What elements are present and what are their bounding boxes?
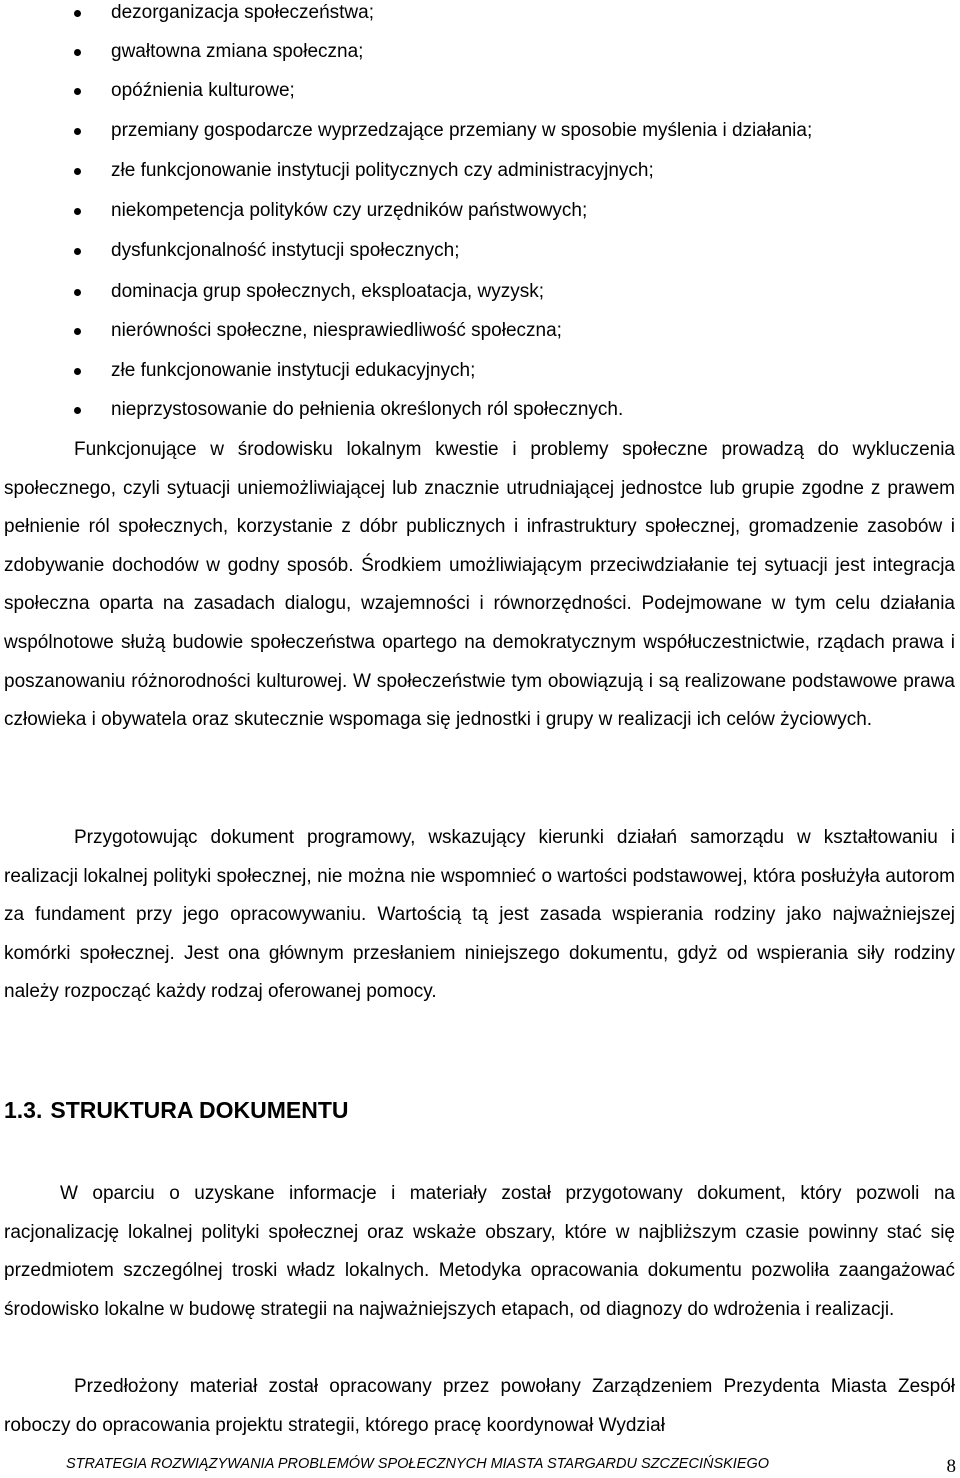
list-item-text: złe funkcjonowanie instytucji politycznych czy administracyjnych; — [111, 160, 654, 181]
list-item — [0, 359, 960, 399]
bullet-icon — [74, 49, 81, 56]
bullet-icon — [74, 88, 81, 95]
list-item-text: dysfunkcjonalność instytucji społecznych; — [111, 240, 460, 261]
bullet-icon — [74, 328, 81, 335]
list-item — [0, 1, 960, 41]
list-item — [0, 159, 960, 199]
bullet-icon — [74, 289, 81, 296]
list-item — [0, 280, 960, 320]
list-item — [0, 40, 960, 80]
bullet-icon — [74, 248, 81, 255]
page-footer — [66, 1453, 956, 1475]
list-item — [0, 319, 960, 359]
list-item-text: opóźnienia kulturowe; — [111, 80, 295, 101]
list-item-text: niekompetencja polityków czy urzędników państwowych; — [111, 200, 588, 221]
section-title: STRUKTURA DOKUMENTU — [50, 1097, 349, 1123]
list-item-text: dezorganizacja społeczeństwa; — [111, 2, 374, 23]
list-item-text: gwałtowna zmiana społeczna; — [111, 41, 364, 62]
list-item-text: dominacja grup społecznych, eksploatacja, wyzysk; — [111, 281, 544, 302]
bullet-icon — [74, 368, 81, 375]
list-item-text: nierówności społeczne, niesprawiedliwość społeczna; — [111, 320, 562, 341]
section-number: 1.3. — [4, 1097, 43, 1123]
list-item-text: przemiany gospodarcze wyprzedzające przemiany w sposobie myślenia i działania; — [111, 120, 813, 141]
list-item — [0, 79, 960, 119]
body-paragraph: W oparciu o uzyskane informacje i materiały został przygotowany dokument, który pozwoli na racjonalizację lokalnej polityki społecznej oraz wskaże obszary, które w najbliższym czasie powinny stać się przedmiotem szczególnej troski władz lokalnych. Metodyka opracowania dokumentu pozwoliła zaangażować środowisko lokalne w budowę strategii na najważniejszych etapach, od diagnozy do wdrożenia i realizacji. — [4, 1183, 955, 1320]
footer-title: STRATEGIA ROZWIĄZYWANIA PROBLEMÓW SPOŁECZNYCH MIASTA STARGARDU SZCZECIŃSKIEGO — [66, 1456, 770, 1472]
body-paragraph: Funkcjonujące w środowisku lokalnym kwestie i problemy społeczne prowadzą do wykluczenia społecznego, czyli sytuacji uniemożliwiającej lub znacznie utrudniającej jednostce lub grupie zgodne z prawem pełnienie ról społecznych, korzystanie z dóbr publicznych i infrastruktury społecznej, gromadzenie zasobów i zdobywanie dochodów w godny sposób. Środkiem umożliwiającym przeciwdziałanie tej sytuacji jest integracja społeczna oparta na zasadach dialogu, wzajemności i równorzędności. Podejmowane w tym celu działania wspólnotowe służą budowie społeczeństwa opartego na demokratycznym współuczestnictwie, rządach prawa i poszanowaniu różnorodności kulturowej. W społeczeństwie tym obowiązują i są realizowane podstawowe prawa człowieka i obywatela oraz skutecznie wspomaga się jednostki i grupy w realizacji ich celów życiowych. — [4, 439, 955, 731]
bullet-icon — [74, 407, 81, 414]
list-item — [0, 239, 960, 279]
list-item-text: nieprzystosowanie do pełnienia określonych ról społecznych. — [111, 399, 624, 420]
bullet-icon — [74, 208, 81, 215]
section-heading — [4, 1094, 357, 1126]
list-item — [0, 199, 960, 239]
body-paragraph: Przedłożony materiał został opracowany przez powołany Zarządzeniem Prezydenta Miasta Zespół roboczy do opracowania projektu strategii, którego pracę koordynował Wydział — [4, 1376, 955, 1436]
page-number: 8 — [946, 1456, 956, 1477]
bullet-icon — [74, 10, 81, 17]
body-paragraph: Przygotowując dokument programowy, wskazujący kierunki działań samorządu w kształtowaniu i realizacji lokalnej polityki społecznej, nie można nie wspomnieć o wartości podstawowej, która posłużyła autorom za fundament przy jego opracowywaniu. Wartością tą jest zasada wspierania rodziny jako najważniejszej komórki społecznej. Jest ona głównym przesłaniem niniejszego dokumentu, gdyż od wspierania siły rodziny należy rozpocząć każdy rodzaj oferowanej pomocy. — [4, 827, 955, 1003]
list-item — [0, 119, 960, 159]
bullet-icon — [74, 168, 81, 175]
bullet-icon — [74, 128, 81, 135]
list-item-text: złe funkcjonowanie instytucji edukacyjnych; — [111, 360, 476, 381]
